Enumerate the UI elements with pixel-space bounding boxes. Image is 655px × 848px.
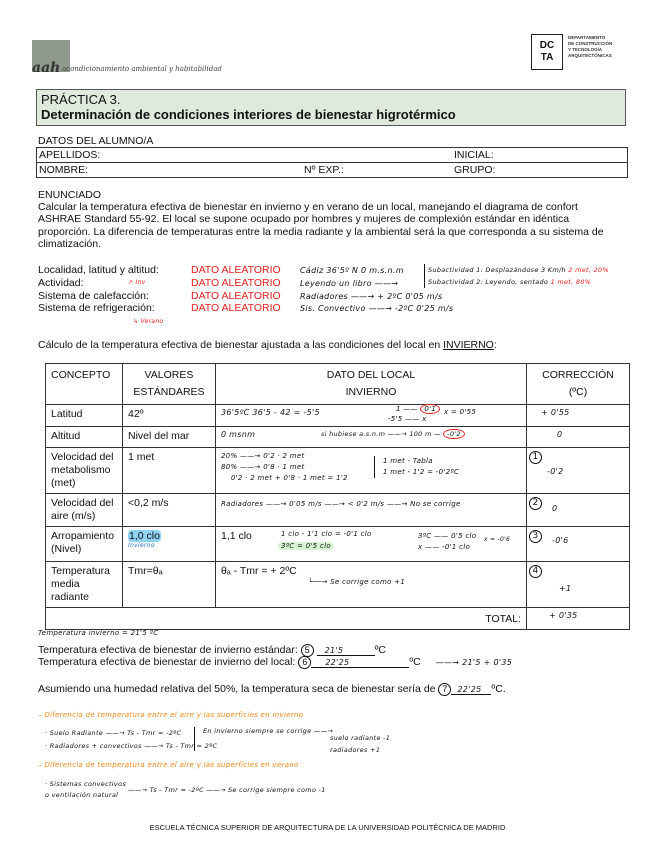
highlighted-value: 1,0 clo [128,530,160,542]
cell-dato [215,427,526,448]
param-labels [38,264,159,315]
title-box [36,89,626,126]
circled-number: 6 [298,656,311,669]
dcta-text-line: ARQUITECTÓNICAS [568,53,612,58]
hw-text: En invierno siempre se corrige ——→ [194,727,333,751]
dcta-text-line: DE CONSTRUCCIÓN [568,41,613,46]
dcta-logo [531,34,563,70]
exp-label: Nº EXP.: [304,164,344,176]
hw-text: si hubiese a.s.n.m ——→ 100 m — [320,430,441,438]
cell-concepto: Velocidad del metabolismo (met) [46,448,123,494]
note-text: 2 met, 20% [568,266,609,274]
hw-text: Se corrige como +1 [330,578,406,586]
note-text: Inv [135,279,146,286]
param-label: Sistema de refrigeración: [38,302,155,315]
hw-text: 0'2 · 2 met + 0'8 · 1 met = 1'2 [230,474,348,482]
hw-text: x = 0'55 [443,408,477,416]
hw-highlighted: 3ºC = 0'5 clo [278,542,334,550]
table-row [46,448,630,494]
student-heading: DATOS DEL ALUMNO/A [38,135,154,147]
cell-correccion: + 0'55 [527,405,630,427]
cell-valor: 1 met [122,448,215,494]
circled-number: 7 [438,683,451,696]
header-text: CORRECCIÓN [542,369,614,381]
local-temp-label: Temperatura efectiva de bienestar de invierno del local: [38,656,296,668]
hw-text: 20% ——→ 0'2 · 2 met [220,452,305,460]
table-row [46,427,630,448]
handwritten-note: Sis. Convectivo ——→ -2ºC 0'25 m/s [300,304,454,314]
cell-correccion [527,448,630,494]
hw-summer-list [45,779,126,801]
page-title: Determinación de condiciones interiores de bienestar higrotérmico [41,107,456,122]
hw-text: radiadores +1 [330,746,381,754]
param-label: Sistema de calefacción: [38,289,149,302]
hw-text: 1 clo - 1'1 clo = -0'1 clo [280,530,372,538]
apellidos-label: APELLIDOS: [39,149,101,161]
cell-dato: θₐ - Tmr = + 2ºC └──→ Se corrige como +1 [215,562,526,608]
cell-concepto: Temperatura media radiante [46,562,123,608]
std-temp-label: Temperatura efectiva de bienestar de invierno estándar: [38,644,298,656]
red-circled-value: 0'1 [420,404,440,414]
nombre-label: NOMBRE: [39,164,89,176]
cell-valor [122,527,215,562]
enunciado-heading: ENUNCIADO [38,189,102,201]
aah-logo-tagline: acondicionamiento ambiental y habitabilidad [62,65,222,73]
handwritten-verano-note: ↳ Verano [133,318,164,325]
hw-text: 3ºC —— 0'5 clo [417,532,477,540]
enunciado-text [38,201,604,250]
hw-winter-result [330,732,390,756]
param-value: DATO ALEATORIO [191,289,281,302]
footer: ESCUELA TÉCNICA SUPERIOR DE ARQUITECTURA DE LA UNIVERSIDAD POLITÉCNICA DE MADRID [149,823,506,832]
hw-text: 36'5ºC 36'5 - 42 = -5'5 [220,408,320,417]
calc-heading [38,339,497,351]
humidity-temp-value: 22'25 [451,685,491,695]
dcta-logo-line: DC [539,40,555,51]
table-header-row [46,364,630,405]
hw-heading-summer: – Diferencia de temperatura entre el aire y las superficies en verano [38,761,299,769]
table-row [46,494,630,527]
param-value: DATO ALEATORIO [191,302,281,315]
param-label: Actividad: [38,276,84,289]
calc-heading-season: INVIERNO [443,339,494,351]
subactivity-notes [424,264,609,288]
note-text: Subactividad 1: Desplazándose 3 Km/h [428,266,566,274]
header-text: (ºC) [568,386,588,398]
local-temp-line [38,656,512,669]
param-value: DATO ALEATORIO [191,276,281,289]
unit: ºC [409,656,421,668]
handwritten-note: Leyendo un libro ——→ [300,278,399,288]
practice-number: PRÁCTICA 3. [41,92,121,107]
enunciado-line: climatización. [38,237,102,250]
note-text: Subactividad 2: Leyendo, sentado [428,278,549,286]
hw-text: 0 msnm [220,430,256,439]
header-correccion [527,364,630,405]
header-valores: VALORES ESTÁNDARES [122,364,215,405]
cell-concepto: Arropamiento (Nivel) [46,527,123,562]
inicial-label: INICIAL: [454,149,494,161]
header-dato [215,364,526,405]
enunciado-line: ASHRAE Standard 55-92. El local se supone ocupado por hombres y mujeres de complexión estándar en idéntica [38,213,570,226]
param-values [191,264,281,315]
cell-dato: Radiadores ——→ 0'05 m/s ——→ < 0'2 m/s ——→ No se corrige [215,494,526,527]
hw-note: Temperatura invierno = 21'5 ºC [38,629,159,637]
dcta-text-line: DEPARTAMENTO [568,35,606,40]
circled-number: 3 [529,530,542,543]
correction-table [45,363,630,630]
cell-valor: <0,2 m/s [122,494,215,527]
hw-text: · Radiadores + convectivos ——→ Ts - Tmr = 2ºC [45,742,218,750]
cell-valor: 42º [122,405,215,427]
correction-value: -0'6 [552,536,569,545]
hw-text: 1 —— [395,405,421,413]
hw-text: -5'5 —— x [387,415,427,423]
header-text: DATO DEL LOCAL [326,369,416,381]
aah-logo-mark: aah [32,60,61,76]
cell-concepto: Velocidad del aire (m/s) [46,494,123,527]
correction-value: +1 [559,584,572,593]
dato-text: θₐ - Tmr = + 2ºC [220,565,297,577]
table-total-row [46,608,630,630]
handwritten-note: Cádiz 36'5º N 0 m.s.n.m [300,266,404,275]
correction-value: 0 [552,504,558,513]
hw-text: suelo radiante -1 [330,734,391,742]
circled-number: 4 [529,565,542,578]
hw-text: 1 met - Tabla [382,457,433,465]
hw-text: 80% ——→ 0'8 · 1 met [220,463,305,471]
total-value: + 0'35 [527,608,630,630]
circled-number: 2 [529,497,542,510]
hw-text: · Sistemas convectivos [45,780,127,788]
dcta-text [568,35,612,59]
hw-winter-list [45,727,217,753]
circled-number: 1 [529,451,542,464]
hw-text: x = -0'6 [483,536,511,543]
cell-valor: Nivel del mar [122,427,215,448]
cell-dato [215,448,526,494]
local-temp-value: 22'25 [311,658,409,668]
dcta-logo-line: TA [540,52,554,63]
param-label: Localidad, latitud y altitud: [38,264,159,276]
red-circled-value: -0'2 [443,429,465,439]
hw-heading-winter: – Diferencia de temperatura entre el aire y las superficies en invierno [38,711,304,719]
total-label: TOTAL: [46,608,527,630]
std-temp-value: 21'5 [317,646,375,656]
grupo-label: GRUPO: [454,164,496,176]
cell-concepto: Latitud [46,405,123,427]
header-concepto: CONCEPTO [46,364,123,405]
enunciado-line: Calcular la temperatura efectiva de bienestar en invierno y en verano de un local, manejando el diagrama de confort [38,201,578,213]
correction-value: -0'2 [547,467,564,476]
header-text: INVIERNO [345,386,397,398]
hw-text: o ventilación natural [45,791,119,799]
table-row [46,405,630,427]
param-value: DATO ALEATORIO [191,264,281,276]
cell-correccion [527,494,630,527]
humidity-line [38,683,506,696]
cell-correccion [527,562,630,608]
table-row [46,527,630,562]
hw-note: Invierno [127,542,155,549]
unit: ºC [374,644,387,656]
cell-correccion [527,527,630,562]
cell-concepto: Altitud [46,427,123,448]
handwritten-inv-note: ↗ Inv [128,279,146,286]
note-text: Verano [140,318,164,325]
handwritten-note: Radiadores ——→ + 2ºC 0'05 m/s [300,291,443,301]
unit: ºC. [491,683,506,695]
divider [36,162,627,163]
circled-number: 5 [301,644,314,657]
hw-text: · Suelo Radiante ——→ Ts - Tmr = -2ºC [45,729,182,737]
hw-text: 1 met - 1'2 = -0'2ºC [382,468,460,476]
cell-dato [215,527,526,562]
hw-text: ——→ Ts - Tmr = -2ºC ——→ Se corrige siempre como -1 [128,786,326,794]
hw-note: ——→ 21'5 + 0'35 [435,658,513,667]
enunciado-line: proporción. La diferencia de temperaturas entre la media radiante y la ambiental será la que corresponda a su sistema de [38,225,604,238]
dato-text: 1,1 clo [220,530,252,542]
note-text: 1 met, 80% [550,278,592,286]
cell-valor: Tmr=θₐ [122,562,215,608]
humidity-label: Asumiendo una humedad relativa del 50%, la temperatura seca de bienestar sería de [38,683,436,695]
hw-text: x —— -0'1 clo [417,543,471,551]
cell-dato [215,405,526,427]
calc-heading-text: Cálculo de la temperatura efectiva de bienestar ajustada a las condiciones del local en [38,339,444,351]
cell-correccion: 0 [527,427,630,448]
colon: : [493,339,497,351]
table-row [46,562,630,608]
dcta-text-line: Y TECNOLOGÍA [568,47,603,52]
